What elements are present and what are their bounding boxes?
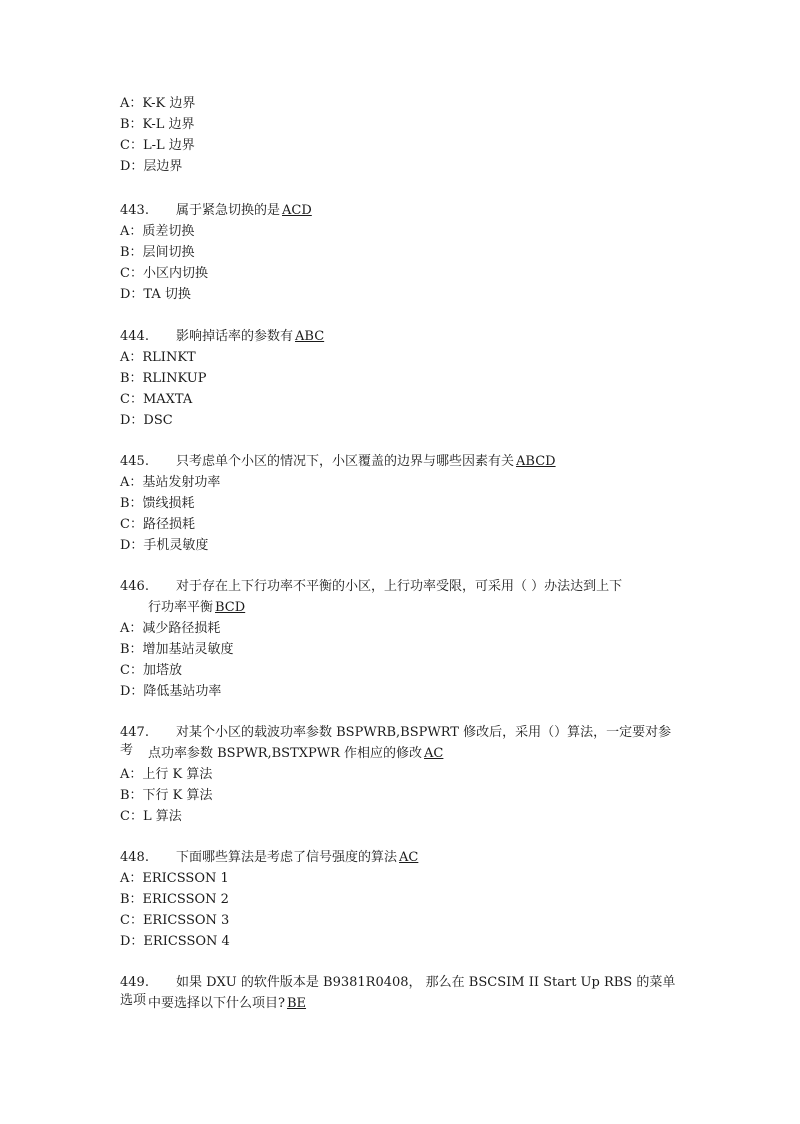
option-b: B：层间切换 [120, 245, 195, 260]
answer: ACD [282, 203, 312, 218]
question-number: 449. [120, 975, 149, 990]
option-d: D：降低基站功率 [120, 684, 222, 699]
option-a: A：RLINKT [120, 350, 196, 365]
option-c: C：小区内切换 [120, 266, 208, 281]
option-c: C：路径损耗 [120, 517, 195, 532]
option-a: A：K-K 边界 [120, 96, 196, 111]
option-d: D：DSC [120, 413, 173, 428]
question-445 [120, 453, 680, 471]
option-b: B：增加基站灵敏度 [120, 642, 234, 657]
option-a: A：ERICSSON 1 [120, 871, 229, 886]
option-a: A：上行 K 算法 [120, 767, 213, 782]
question-449-continued [148, 995, 310, 1013]
option-d: D：层边界 [120, 159, 183, 174]
option-b: B：下行 K 算法 [120, 788, 213, 803]
question-447-continued [148, 745, 447, 763]
question-text: 属于紧急切换的是 [176, 203, 281, 218]
option-d: D：手机灵敏度 [120, 538, 209, 553]
option-b: B：ERICSSON 2 [120, 892, 229, 907]
option-a: A：减少路径损耗 [120, 621, 221, 636]
question-number: 444. [120, 329, 149, 344]
question-text: 只考虑单个小区的情况下，小区覆盖的边界与哪些因素有关 [176, 454, 515, 469]
question-446-continued [148, 599, 249, 617]
option-c: C：ERICSSON 3 [120, 913, 230, 928]
answer: ABC [295, 329, 325, 344]
option-c: C：L 算法 [120, 809, 182, 824]
question-text: 影响掉话率的参数有 [176, 329, 294, 344]
question-444 [120, 328, 680, 346]
question-448 [120, 849, 680, 867]
option-d: D：ERICSSON 4 [120, 934, 230, 949]
answer: AC [424, 746, 444, 761]
question-number: 443. [120, 203, 149, 218]
question-443 [120, 202, 680, 220]
option-a: A：基站发射功率 [120, 475, 221, 490]
question-number: 445. [120, 454, 149, 469]
answer: ABCD [516, 454, 556, 469]
question-446 [120, 578, 680, 596]
question-text: 下面哪些算法是考虑了信号强度的算法 [176, 850, 398, 865]
question-text-continued: 中要选择以下什么项目? [148, 996, 285, 1011]
option-a: A：质差切换 [120, 224, 195, 239]
question-text: 如果 DXU 的软件版本是 B9381R0408， 那么在 BSCSIM II Start Up RBS 的菜单选项 [120, 975, 676, 1008]
option-c: C：MAXTA [120, 392, 193, 407]
answer: BCD [215, 600, 246, 615]
question-text-continued: 点功率参数 BSPWR,BSTXPWR 作相应的修改 [148, 746, 423, 761]
option-c: C：加塔放 [120, 663, 182, 678]
option-c: C：L-L 边界 [120, 138, 195, 153]
question-text: 对某个小区的载波功率参数 BSPWRB,BSPWRT 修改后，采用（）算法，一定要对参考 [120, 725, 672, 758]
option-d: D：TA 切换 [120, 287, 191, 302]
question-text: 对于存在上下行功率不平衡的小区，上行功率受限，可采用（ ）办法达到上下 [176, 579, 623, 594]
question-number: 447. [120, 725, 149, 740]
option-b: B：RLINKUP [120, 371, 207, 386]
answer: AC [399, 850, 419, 865]
question-number: 448. [120, 850, 149, 865]
answer: BE [286, 996, 307, 1011]
question-text-continued: 行功率平衡 [148, 600, 214, 615]
question-number: 446. [120, 579, 149, 594]
option-b: B：馈线损耗 [120, 496, 195, 511]
option-b: B：K-L 边界 [120, 117, 195, 132]
